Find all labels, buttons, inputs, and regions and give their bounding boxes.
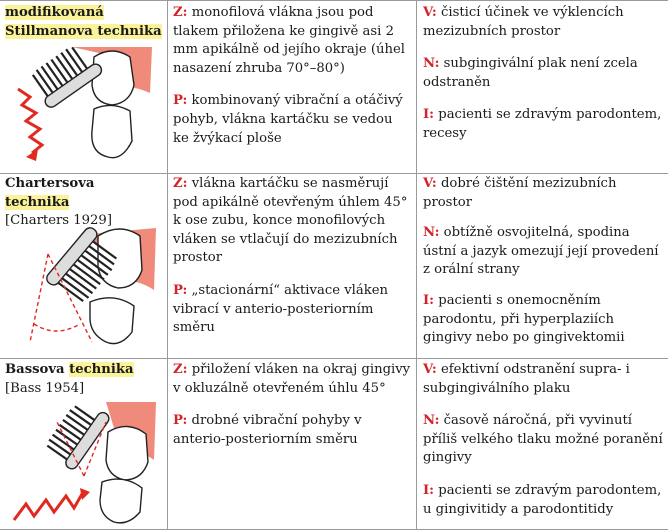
n-text: obtížně osvojitelná, spodina ústní a jazyk omezují její provedení z orální strany: [423, 225, 659, 278]
evaluation-cell: [417, 1, 668, 173]
label-i: I:: [423, 292, 435, 308]
v-text: efektivní odstranění supra- i subgingiválního plaku: [423, 362, 630, 396]
technique-name-line1: modifikovaná: [5, 5, 104, 20]
label-p: P:: [173, 93, 188, 109]
label-v: V:: [423, 176, 437, 191]
n-text: časově náročná, při vyvinutí příliš velkého tlaku možné poranění gingivy: [423, 413, 663, 466]
zigzag-motion-arrow: [18, 89, 42, 153]
z-text: monofilová vlákna jsou pod tlakem přiložena ke gingivě asi 2 mm apikálně od jejího okraje (úhel nasazení zhruba 70°–80°): [173, 5, 406, 76]
table-row-stillman: [0, 0, 668, 174]
tooth-shape: [100, 479, 142, 523]
toothbrush-tooth-illustration: [20, 214, 160, 354]
p-text: „stacionární“ aktivace vláken vibrací v anterio-posteriorním směru: [173, 282, 389, 336]
label-i: I:: [423, 482, 435, 498]
technique-name-cell: [0, 1, 168, 173]
z-text: přiložení vláken na okraj gingivy v okluzálně otevřeném úhlu 45°: [173, 362, 411, 396]
i-text: pacienti se zdravým parodontem, recesy: [423, 107, 662, 141]
evaluation-cell: [417, 172, 668, 358]
tooth-shape: [92, 51, 134, 105]
label-n: N:: [423, 225, 440, 241]
brush-head: [27, 45, 104, 109]
toothbrush-tooth-illustration: [10, 402, 162, 526]
technique-name-cell: [0, 172, 168, 358]
label-z: Z:: [173, 362, 188, 377]
tooth-shape: [90, 298, 134, 344]
evaluation-cell: [417, 358, 668, 529]
i-text: pacienti s onemocněním parodontu, při hyperplaziích gingivy nebo po gingivektomii: [423, 292, 625, 346]
tooth-shape: [92, 105, 132, 157]
tooth-shape: [106, 426, 148, 480]
procedure-cell: [168, 172, 417, 358]
label-p: P:: [173, 282, 188, 298]
citation: [Charters 1929]: [5, 213, 112, 229]
procedure-cell: [168, 358, 417, 529]
label-n: N:: [423, 56, 440, 72]
label-v: V:: [423, 362, 437, 377]
zigzag-motion-arrow: [14, 494, 82, 520]
label-i: I:: [423, 107, 435, 123]
technique-name-highlight: technika: [69, 362, 134, 377]
citation: [Bass 1954]: [5, 380, 85, 396]
label-n: N:: [423, 413, 440, 429]
label-v: V:: [423, 5, 437, 20]
i-text: pacienti se zdravým parodontem, u gingivitidy a parodontitidy: [423, 482, 662, 517]
procedure-cell: [168, 1, 417, 173]
label-z: Z:: [173, 176, 188, 191]
n-text: subgingivální plak není zcela odstraněn: [423, 56, 638, 90]
technique-name-line2: Stillmanova technika: [5, 23, 162, 39]
z-text: vlákna kartáčku se nasměrují pod apikálně otevřeným úhlem 45° k ose zubu, konce monofilových vláken se vtlačují do mezizubních prostor: [173, 176, 408, 266]
p-text: drobné vibrační pohyby v anterio-posteriorním směru: [173, 413, 362, 447]
label-p: P:: [173, 413, 188, 429]
technique-name-cell: [0, 358, 168, 529]
p-text: kombinovaný vibrační a otáčivý pohyb, vlákna kartáčku se vedou ke žvýkací ploše: [173, 93, 403, 146]
table-row-charters: [0, 172, 668, 359]
technique-name: Bassova: [5, 362, 65, 377]
v-text: čisticí účinek ve výklencích mezizubních prostor: [423, 5, 624, 39]
label-z: Z:: [173, 5, 188, 20]
v-text: dobré čištění mezizubních prostor: [423, 176, 617, 210]
table-row-bass: [0, 358, 668, 530]
technique-name: Chartersova: [5, 176, 95, 191]
technique-name-highlight: technika: [5, 194, 70, 210]
toothbrush-tooth-illustration: [12, 45, 162, 169]
